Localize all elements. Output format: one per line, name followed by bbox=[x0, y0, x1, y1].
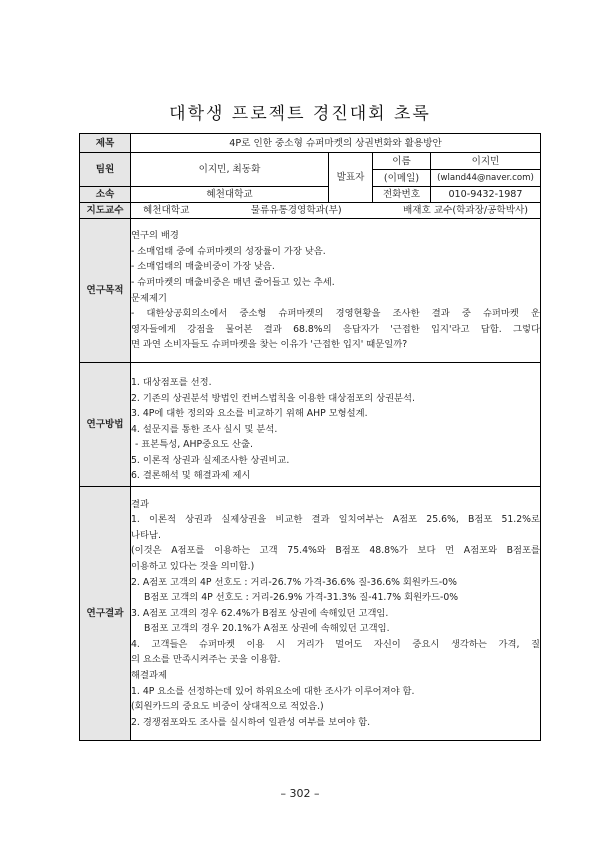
purpose-line: - 슈퍼마켓의 매출비중은 매년 줄어들고 있는 추세. bbox=[131, 276, 335, 288]
method-line: - 표본특성, AHP중요도 산출. bbox=[135, 439, 253, 451]
result-line: 의 요소를 만족시켜주는 곳을 이용함. bbox=[131, 654, 281, 666]
affiliation-value: 혜천대학교 bbox=[131, 187, 329, 203]
result-line: (회원카드의 중요도 비중이 상대적으로 적었음.) bbox=[131, 701, 324, 713]
advisor-department: 물류유통경영학과(부) bbox=[250, 205, 342, 216]
result-label: 연구결과 bbox=[80, 487, 131, 741]
email-value: (wland44@naver.com) bbox=[431, 170, 541, 187]
team-row bbox=[80, 153, 541, 170]
purpose-line: 영자들에게 강점을 물어본 결과 68.8%의 응답자가 '근접한 입지'라고 답함. 그렇다 bbox=[131, 323, 540, 335]
name-value: 이지민 bbox=[431, 153, 541, 170]
result-line: B점포 고객의 4P 선호도 : 거리-26.9% 가격-31.3% 질-41.7% 회원카드-0% bbox=[144, 592, 459, 604]
method-line: 1. 대상점포를 선정. bbox=[131, 376, 212, 388]
purpose-label: 연구목적 bbox=[80, 219, 131, 363]
phone-label: 전화번호 bbox=[373, 187, 431, 203]
name-label: 이름 bbox=[373, 153, 431, 170]
purpose-line: - 소매업태의 매출비중이 가장 낮음. bbox=[131, 261, 275, 273]
subject-value: 4P로 인한 중소형 슈퍼마켓의 상권변화와 활용방안 bbox=[131, 134, 541, 153]
method-line: 5. 이론적 상권과 실제조사한 상권비교. bbox=[131, 454, 290, 466]
advisor-name: 배재호 교수(학과장/공학박사) bbox=[403, 205, 528, 216]
team-value: 이지민, 최동화 bbox=[131, 153, 329, 187]
advisor-cell bbox=[131, 203, 541, 219]
method-line: 3. 4P에 대한 정의와 요소를 비교하기 위해 AHP 모형설계. bbox=[131, 408, 368, 420]
team-label: 팀원 bbox=[80, 153, 131, 187]
page-number: – 302 – bbox=[280, 787, 320, 800]
subject-row bbox=[80, 134, 541, 153]
result-line: B점포 고객의 경우 20.1%가 A점포 상권에 속해있던 고객임. bbox=[144, 623, 390, 635]
result-line: 1. 이론적 상권과 실제상권을 비교한 결과 일치여부는 A점포 25.6%, B점포 51.2%로 bbox=[131, 514, 540, 526]
document-title: 대학생 프로젝트 경진대회 초록 bbox=[169, 104, 431, 124]
method-line: 4. 설문지를 통한 조사 실시 및 분석. bbox=[131, 423, 278, 435]
result-line: 나타남. bbox=[131, 529, 161, 541]
method-line: 2. 기존의 상권분석 방법인 컨버스법칙을 이용한 대상점포의 상권분석. bbox=[131, 392, 415, 404]
result-line: 3. A점포 고객의 경우 62.4%가 B점포 상권에 속해있던 고객임. bbox=[131, 607, 389, 619]
advisor-school: 혜천대학교 bbox=[143, 205, 190, 216]
email-label: (이메일) bbox=[373, 170, 431, 187]
result-line: 4. 고객들은 슈퍼마켓 이용 시 거리가 멀어도 자신이 중요시 생각하는 가격, 질 bbox=[131, 638, 540, 650]
result-line: 해결과제 bbox=[131, 670, 167, 682]
result-line: 결과 bbox=[131, 498, 149, 510]
advisor-row bbox=[80, 203, 541, 219]
result-line: 1. 4P 요소를 선정하는데 있어 하위요소에 대한 조사가 이루어져야 함. bbox=[131, 685, 415, 697]
purpose-line: 연구의 배경 bbox=[131, 230, 179, 242]
purpose-body bbox=[131, 219, 541, 363]
presenter-label: 발표자 bbox=[329, 153, 373, 203]
method-line: 6. 결론해석 및 해결과제 제시 bbox=[131, 470, 251, 482]
method-row bbox=[80, 363, 541, 487]
result-row bbox=[80, 487, 541, 741]
advisor-label: 지도교수 bbox=[80, 203, 131, 219]
result-line: 2. 경쟁점포와도 조사를 실시하여 일관성 여부를 보여야 함. bbox=[131, 716, 371, 728]
purpose-line: 문제제기 bbox=[131, 292, 167, 304]
result-line: (이것은 A점포를 이용하는 고객 75.4%와 B점포 48.8%가 보다 먼 A점포와 B점포를 bbox=[131, 545, 540, 557]
abstract-form-table bbox=[79, 133, 541, 741]
affiliation-row bbox=[80, 187, 541, 203]
purpose-row bbox=[80, 219, 541, 363]
phone-value: 010-9432-1987 bbox=[431, 187, 541, 203]
method-body bbox=[131, 363, 541, 487]
result-line: 이용하고 있다는 것을 의미함.) bbox=[131, 560, 255, 572]
purpose-line: - 대한상공회의소에서 중소형 슈퍼마켓의 경영현황을 조사한 결과 중 슈퍼마켓 운 bbox=[131, 308, 540, 320]
method-label: 연구방법 bbox=[80, 363, 131, 487]
result-body bbox=[131, 487, 541, 741]
purpose-line: - 소매업태 중에 슈퍼마켓의 성장률이 가장 낮음. bbox=[131, 245, 326, 257]
subject-label: 제목 bbox=[80, 134, 131, 153]
purpose-line: 면 과연 소비자들도 슈퍼마켓을 찾는 이유가 '근접한 입지' 때문일까? bbox=[131, 339, 408, 351]
affiliation-label: 소속 bbox=[80, 187, 131, 203]
result-line: 2. A점포 고객의 4P 선호도 : 거리-26.7% 가격-36.6% 질-36.6% 회원카드-0% bbox=[131, 576, 457, 588]
